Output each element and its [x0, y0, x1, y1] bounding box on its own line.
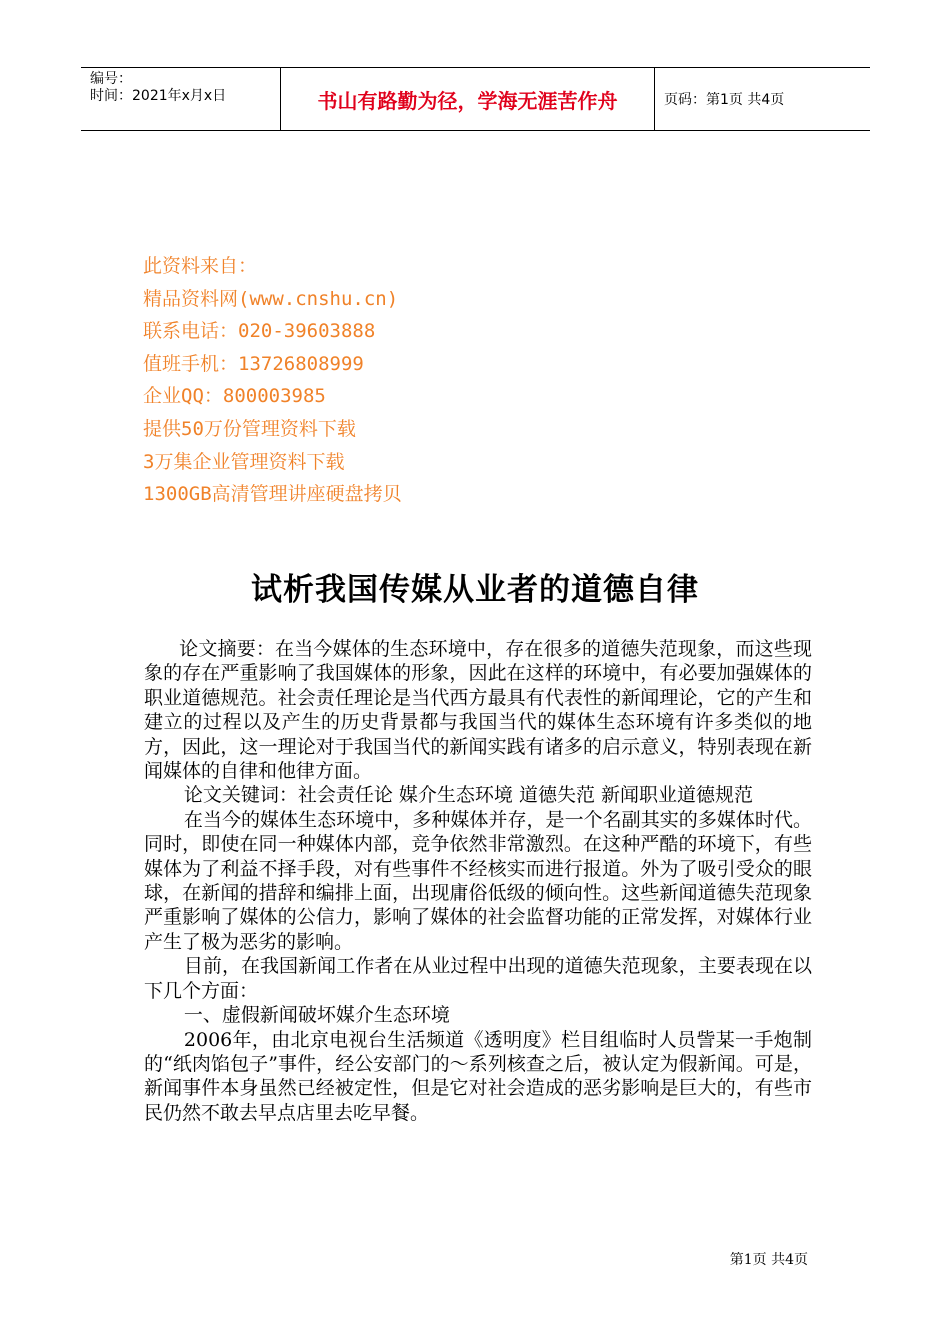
body-paragraph: 在当今的媒体生态环境中，多种媒体并存，是一个名副其实的多媒体时代。同时，即使在同一种媒体内部，竞争依然非常激烈。在这种严酷的环境下，有些媒体为了利益不择手段，对有些事件不经核实而进行报道。外为了吸引受众的眼球，在新闻的措辞和编排上面，出现庸俗低级的倾向性。这些新闻道德失范现象严重影响了媒体的公信力，影响了媒体的社会监督功能的正常发挥，对媒体行业产生了极为恶劣的影响。 [144, 808, 812, 953]
source-line: 1300GB高清管理讲座硬盘拷贝 [143, 483, 402, 506]
keywords-paragraph: 论文关键词：社会责任论 媒介生态环境 道德失范 新闻职业道德规范 [183, 784, 754, 807]
source-line: 联系电话：020-39603888 [143, 320, 376, 343]
header-meta [81, 68, 281, 130]
source-line: 提供50万份管理资料下载 [143, 417, 356, 440]
document-number-label: 编号： [90, 71, 132, 87]
source-line: 此资料来自： [143, 255, 258, 277]
source-line: 值班手机：13726808999 [143, 352, 364, 375]
source-line: 精品资料网(www.cnshu.cn) [143, 287, 399, 310]
abstract-paragraph: 论文摘要：在当今媒体的生态环境中，存在很多的道德失范现象，而这些现象的存在严重影响了我国媒体的形象，因此在这样的环境中，有必要加强媒体的职业道德规范。社会责任理论是当代西方最具有代表性的新闻理论，它的产生和建立的过程以及产生的历史背景都与我国当代的媒体生态环境有许多类似的地方，因此，这一理论对于我国当代的新闻实践有诸多的启示意义，特别表现在新闻媒体的自律和他律方面。 [144, 638, 812, 783]
document-body [144, 637, 812, 1125]
document-title: 试析我国传媒从业者的道德自律 [251, 572, 699, 608]
source-line: 3万集企业管理资料下载 [143, 450, 345, 473]
document-date: 时间：2021年x月x日 [90, 88, 227, 104]
body-paragraph: 目前，在我国新闻工作者在从业过程中出现的道德失范现象，主要表现在以下几个方面： [144, 955, 812, 1002]
page-header [81, 67, 870, 131]
body-paragraph: 2006年，由北京电视台生活频道《透明度》栏目组临时人员訾某一手炮制的“纸肉馅包子”事件，经公安部门的～系列核查之后，被认定为假新闻。可是，新闻事件本身虽然已经被定性，但是它对社会造成的恶劣影响是巨大的，有些市民仍然不敢去早点店里去吃早餐。 [144, 1028, 812, 1124]
page-footer: 第1页 共4页 [729, 1252, 808, 1268]
source-info [143, 250, 402, 511]
header-page-info: 页码：第1页 共4页 [664, 92, 785, 108]
header-motto: 书山有路勤为径，学海无涯苦作舟 [281, 68, 655, 130]
section-heading: 一、虚假新闻破坏媒介生态环境 [183, 1004, 450, 1027]
source-line: 企业QQ：800003985 [143, 385, 326, 408]
